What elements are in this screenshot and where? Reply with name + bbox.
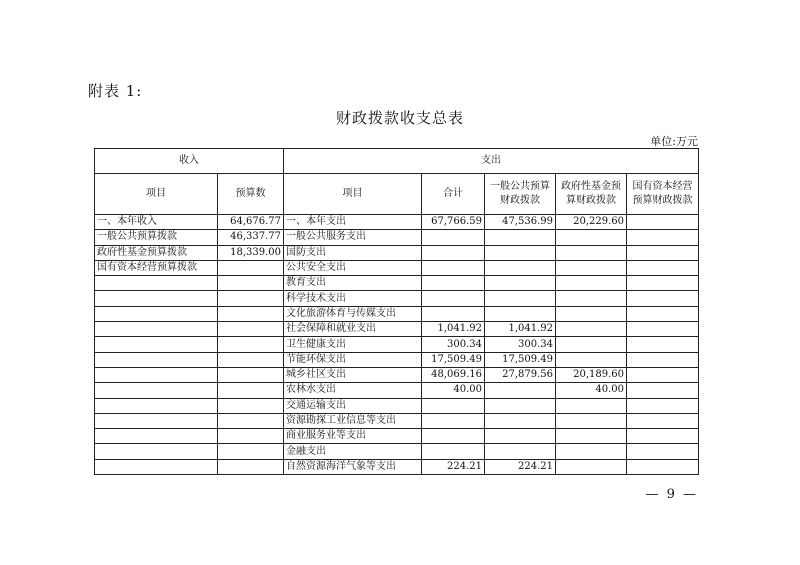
table-title: 财政拨款收支总表 — [335, 109, 464, 127]
general-budget-cell: 17,509.49 — [485, 352, 556, 367]
table-body — [95, 149, 699, 475]
expense-item-cell: 国防支出 — [284, 245, 422, 260]
income-amount-cell — [218, 352, 284, 367]
income-amount-cell — [218, 322, 284, 337]
total-cell: 17,509.49 — [422, 352, 485, 367]
income-amount-cell — [218, 367, 284, 382]
general-budget-cell: 27,879.56 — [485, 367, 556, 382]
general-budget-cell: 224.21 — [485, 459, 556, 474]
general-budget-cell — [485, 260, 556, 275]
state-capital-cell — [627, 306, 699, 321]
gov-fund-cell — [556, 444, 627, 459]
expense-item-cell: 自然资源海洋气象等支出 — [284, 459, 422, 474]
gov-fund-cell — [556, 337, 627, 352]
state-capital-cell — [627, 367, 699, 382]
income-item-cell: 一、本年收入 — [95, 215, 218, 230]
gov-fund-cell — [556, 459, 627, 474]
total-cell: 224.21 — [422, 459, 485, 474]
general-budget-cell — [485, 306, 556, 321]
total-cell — [422, 245, 485, 260]
gov-fund-cell: 20,189.60 — [556, 367, 627, 382]
income-item-cell — [95, 398, 218, 413]
expense-item-cell: 农林水支出 — [284, 383, 422, 398]
income-amount-cell — [218, 444, 284, 459]
income-amount-cell — [218, 260, 284, 275]
income-amount-cell — [218, 413, 284, 428]
income-item-cell — [95, 337, 218, 352]
table-row — [95, 383, 699, 398]
gov-fund-cell — [556, 230, 627, 245]
expense-item-cell: 资源勘探工业信息等支出 — [284, 413, 422, 428]
expense-item-cell: 商业服务业等支出 — [284, 429, 422, 444]
total-cell — [422, 444, 485, 459]
table-row — [95, 429, 699, 444]
income-item-cell — [95, 429, 218, 444]
total-cell — [422, 306, 485, 321]
income-item-cell — [95, 413, 218, 428]
expense-item-cell: 教育支出 — [284, 276, 422, 291]
income-amount-cell: 18,339.00 — [218, 245, 284, 260]
expense-item-cell: 一般公共服务支出 — [284, 230, 422, 245]
income-header: 收入 — [95, 149, 284, 174]
general-budget-cell — [485, 383, 556, 398]
expense-item-header: 项目 — [284, 174, 422, 215]
income-amount-cell — [218, 306, 284, 321]
total-cell — [422, 413, 485, 428]
expense-header: 支出 — [284, 149, 699, 174]
header-row-group — [95, 149, 699, 174]
total-cell: 67,766.59 — [422, 215, 485, 230]
gov-fund-cell — [556, 245, 627, 260]
state-capital-cell — [627, 352, 699, 367]
table-row — [95, 398, 699, 413]
total-cell: 1,041.92 — [422, 322, 485, 337]
general-budget-cell — [485, 429, 556, 444]
table-row — [95, 444, 699, 459]
table-row — [95, 215, 699, 230]
state-capital-cell — [627, 398, 699, 413]
state-capital-cell — [627, 245, 699, 260]
table-row — [95, 276, 699, 291]
total-cell: 300.34 — [422, 337, 485, 352]
general-budget-cell — [485, 291, 556, 306]
total-cell — [422, 276, 485, 291]
income-item-cell — [95, 322, 218, 337]
income-amount-cell — [218, 398, 284, 413]
income-budget-header: 预算数 — [218, 174, 284, 215]
gov-fund-cell — [556, 413, 627, 428]
income-item-cell — [95, 352, 218, 367]
income-amount-cell — [218, 383, 284, 398]
income-amount-cell: 46,337.77 — [218, 230, 284, 245]
income-amount-cell: 64,676.77 — [218, 215, 284, 230]
general-budget-cell — [485, 413, 556, 428]
table-row — [95, 337, 699, 352]
income-item-cell: 国有资本经营预算拨款 — [95, 260, 218, 275]
state-capital-cell — [627, 276, 699, 291]
table-row — [95, 230, 699, 245]
total-cell: 48,069.16 — [422, 367, 485, 382]
state-capital-cell — [627, 383, 699, 398]
table-row — [95, 291, 699, 306]
table-row — [95, 260, 699, 275]
table-row — [95, 245, 699, 260]
expense-item-cell: 科学技术支出 — [284, 291, 422, 306]
income-amount-cell — [218, 337, 284, 352]
table-row — [95, 413, 699, 428]
state-capital-cell — [627, 260, 699, 275]
gov-fund-cell — [556, 322, 627, 337]
gov-fund-cell: 20,229.60 — [556, 215, 627, 230]
gov-fund-cell — [556, 352, 627, 367]
budget-table — [94, 148, 699, 475]
gov-fund-cell — [556, 291, 627, 306]
general-budget-cell — [485, 444, 556, 459]
general-budget-cell — [485, 398, 556, 413]
unit-label: 单位:万元 — [650, 135, 698, 148]
income-item-cell — [95, 383, 218, 398]
table-row — [95, 352, 699, 367]
income-amount-cell — [218, 429, 284, 444]
expense-item-cell: 金融支出 — [284, 444, 422, 459]
state-capital-cell — [627, 322, 699, 337]
total-cell — [422, 230, 485, 245]
gov-fund-cell — [556, 429, 627, 444]
state-capital-cell — [627, 459, 699, 474]
gov-fund-cell — [556, 260, 627, 275]
gov-fund-cell — [556, 306, 627, 321]
general-budget-cell — [485, 276, 556, 291]
total-cell — [422, 291, 485, 306]
total-cell — [422, 429, 485, 444]
income-item-cell: 政府性基金预算拨款 — [95, 245, 218, 260]
expense-item-cell: 卫生健康支出 — [284, 337, 422, 352]
gov-fund-cell — [556, 276, 627, 291]
income-item-cell — [95, 291, 218, 306]
income-item-cell — [95, 367, 218, 382]
expense-item-cell: 交通运输支出 — [284, 398, 422, 413]
header-row-columns — [95, 174, 699, 215]
income-item-cell — [95, 306, 218, 321]
total-cell: 40.00 — [422, 383, 485, 398]
expense-item-cell: 节能环保支出 — [284, 352, 422, 367]
gov-fund-cell — [556, 398, 627, 413]
state-capital-cell — [627, 444, 699, 459]
income-amount-cell — [218, 291, 284, 306]
expense-item-cell: 城乡社区支出 — [284, 367, 422, 382]
state-capital-cell — [627, 291, 699, 306]
total-cell — [422, 398, 485, 413]
income-item-header: 项目 — [95, 174, 218, 215]
general-budget-cell: 1,041.92 — [485, 322, 556, 337]
income-item-cell — [95, 459, 218, 474]
income-item-cell — [95, 444, 218, 459]
expense-item-cell: 社会保障和就业支出 — [284, 322, 422, 337]
total-cell — [422, 260, 485, 275]
state-capital-cell — [627, 337, 699, 352]
expense-item-cell: 一、本年支出 — [284, 215, 422, 230]
page-number: — 9 — — [645, 487, 698, 502]
general-budget-header: 一般公共预算财政拨款 — [485, 174, 556, 215]
general-budget-cell — [485, 245, 556, 260]
gov-fund-header: 政府性基金预算财政拨款 — [556, 174, 627, 215]
income-item-cell: 一般公共预算拨款 — [95, 230, 218, 245]
state-capital-header: 国有资本经营预算财政拨款 — [627, 174, 699, 215]
general-budget-cell: 47,536.99 — [485, 215, 556, 230]
income-amount-cell — [218, 459, 284, 474]
table-row — [95, 322, 699, 337]
general-budget-cell: 300.34 — [485, 337, 556, 352]
income-amount-cell — [218, 276, 284, 291]
state-capital-cell — [627, 429, 699, 444]
gov-fund-cell: 40.00 — [556, 383, 627, 398]
state-capital-cell — [627, 230, 699, 245]
expense-item-cell: 文化旅游体育与传媒支出 — [284, 306, 422, 321]
income-item-cell — [95, 276, 218, 291]
total-header: 合计 — [422, 174, 485, 215]
state-capital-cell — [627, 215, 699, 230]
general-budget-cell — [485, 230, 556, 245]
expense-item-cell: 公共安全支出 — [284, 260, 422, 275]
state-capital-cell — [627, 413, 699, 428]
table-row — [95, 459, 699, 474]
table-row — [95, 367, 699, 382]
table-row — [95, 306, 699, 321]
attachment-label: 附表 1: — [88, 82, 143, 100]
